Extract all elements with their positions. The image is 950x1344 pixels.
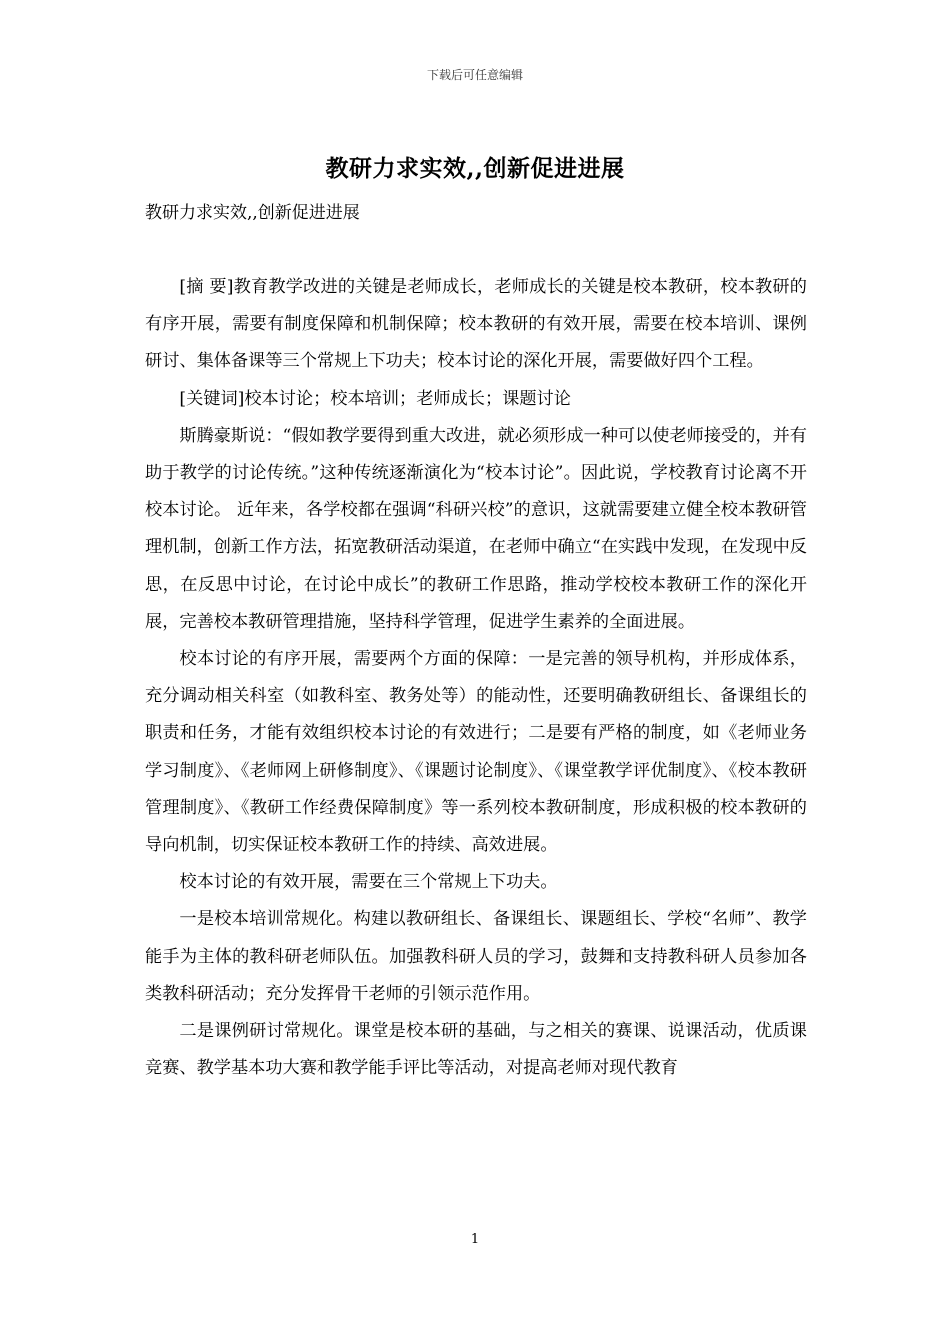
document-title: 教研力求实效,,创新促进进展 [325,155,625,182]
document-subtitle: 教研力求实效,,创新促进进展 [145,203,360,223]
body-paragraph: 二是课例研讨常规化。课堂是校本研的基础，与之相关的赛课、说课活动，优质课竞赛、教学基本功大赛和教学能手评比等活动，对提高老师对现代教育 [145,1021,807,1079]
abstract-paragraph: [摘 要]教育教学改进的关键是老师成长，老师成长的关键是校本教研，校本教研的有序开展，需要有制度保障和机制保障；校本教研的有效开展，需要在校本培训、课例研讨、集体备课等三个常规上下功夫；校本讨论的深化开展，需要做好四个工程。 [145,277,807,372]
page-number: 1 [470,1232,480,1247]
body-paragraph: 校本讨论的有序开展，需要两个方面的保障：一是完善的领导机构，并形成体系，充分调动相关科室（如教科室、教务处等）的能动性，还要明确教研组长、备课组长的职责和任务，才能有效组织校本讨论的有效进行；二是要有严格的制度，如《老师业务学习制度》、《老师网上研修制度》、《课题讨论制度》、《课堂教学评优制度》、《校本教研管理制度》、《教研工作经费保障制度》等一系列校本教研制度，形成积极的校本教研的导向机制，切实保证校本教研工作的持续、高效进展。 [145,649,807,856]
page-header-note: 下载后可任意编辑 [426,68,523,82]
body-paragraph: 校本讨论的有效开展，需要在三个常规上下功夫。 [179,872,558,893]
document-body [145,269,807,1087]
body-paragraph: 一是校本培训常规化。构建以教研组长、备课组长、课题组长、学校“名师”、教学能手为主体的教科研老师队伍。加强教科研人员的学习，鼓舞和支持教科研人员参加各类教科研活动；充分发挥骨干老师的引领示范作用。 [145,909,807,1004]
keywords-paragraph: [关键词]校本讨论；校本培训；老师成长；课题讨论 [179,388,571,409]
body-paragraph: 斯腾豪斯说：“假如教学要得到重大改进，就必须形成一种可以使老师接受的，并有助于教学的讨论传统。”这种传统逐渐演化为“校本讨论”。因此说，学校教育讨论离不开校本讨论。 近年来，各学校都在强调“科研兴校”的意识，这就需要建立健全校本教研管理机制，创新工作方法，拓宽教研活动渠道，在老师中确立“在实践中发现，在发现中反思，在反思中讨论，在讨论中成长”的教研工作思路，推动学校校本教研工作的深化开展，完善校本教研管理措施，坚持科学管理，促进学生素养的全面进展。 [145,425,807,632]
